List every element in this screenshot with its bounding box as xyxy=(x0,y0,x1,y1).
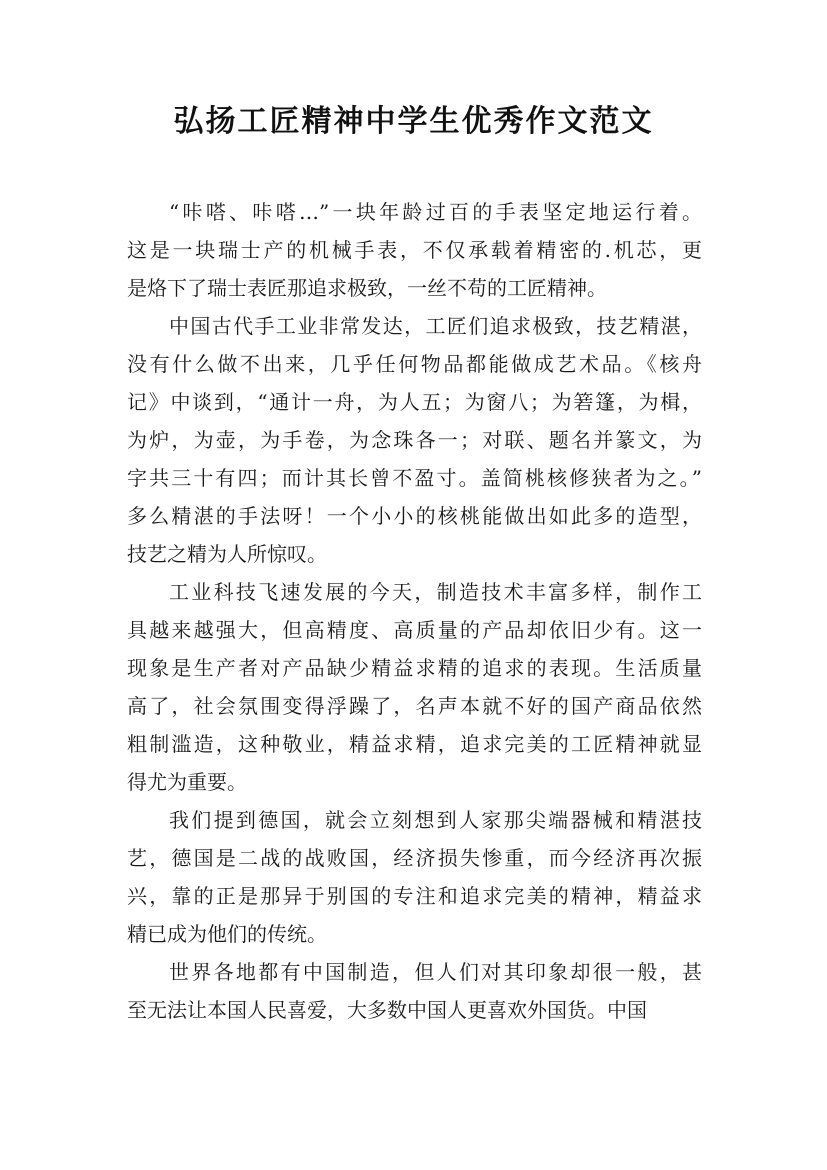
paragraph-line: 兴，靠的正是那异于别国的专注和追求完美的精神，精益求 xyxy=(127,884,702,908)
paragraph xyxy=(127,801,702,953)
paragraph xyxy=(127,193,702,307)
paragraph-line: 多么精湛的手法呀！一个小小的核桃能做出如此多的造型， xyxy=(127,504,702,528)
paragraph xyxy=(127,307,702,573)
paragraph-line: 没有什么做不出来，几乎任何物品都能做成艺术品。《核舟 xyxy=(127,352,702,376)
paragraph-line: 字共三十有四；而计其长曾不盈寸。盖简桃核修狭者为之。” xyxy=(127,466,702,490)
paragraph-line: 这是一块瑞士产的机械手表，不仅承载着精密的.机芯，更 xyxy=(127,238,702,262)
paragraph-line: 得尤为重要。 xyxy=(127,770,247,794)
paragraph-line: 记》中谈到，“通计一舟，为人五；为窗八；为箬篷，为楫， xyxy=(127,390,702,414)
paragraph-line: 技艺之精为人所惊叹。 xyxy=(127,542,327,566)
document-title: 弘扬工匠精神中学生优秀作文范文 xyxy=(173,104,654,139)
paragraph-line: 为炉，为壶，为手卷，为念珠各一；对联、题名并篆文，为 xyxy=(127,428,702,452)
paragraph-line: “咔嗒、咔嗒…”一块年龄过百的手表坚定地运行着。 xyxy=(169,200,702,224)
paragraph-line: 粗制滥造，这种敬业，精益求精，追求完美的工匠精神就显 xyxy=(127,732,702,756)
paragraph-line: 艺，德国是二战的战败国，经济损失惨重，而今经济再次振 xyxy=(127,846,702,870)
paragraph-line: 中国古代手工业非常发达，工匠们追求极致，技艺精湛， xyxy=(169,314,702,338)
document-body xyxy=(127,193,702,1029)
paragraph-line: 世界各地都有中国制造，但人们对其印象却很一般，甚 xyxy=(169,960,702,984)
paragraph-line: 现象是生产者对产品缺少精益求精的追求的表现。生活质量 xyxy=(127,656,702,680)
paragraph-line: 具越来越强大，但高精度、高质量的产品却依旧少有。这一 xyxy=(127,618,702,642)
paragraph-line: 工业科技飞速发展的今天，制造技术丰富多样，制作工 xyxy=(169,580,702,604)
paragraph-line: 高了，社会氛围变得浮躁了，名声本就不好的国产商品依然 xyxy=(127,694,702,718)
paragraph xyxy=(127,953,702,1029)
paragraph-line: 我们提到德国，就会立刻想到人家那尖端器械和精湛技 xyxy=(169,808,702,832)
paragraph-line: 至无法让本国人民喜爱，大多数中国人更喜欢外国货。中国 xyxy=(127,998,647,1022)
paragraph-line: 是烙下了瑞士表匠那追求极致，一丝不苟的工匠精神。 xyxy=(127,276,607,300)
paragraph-line: 精已成为他们的传统。 xyxy=(127,922,327,946)
paragraph xyxy=(127,573,702,801)
